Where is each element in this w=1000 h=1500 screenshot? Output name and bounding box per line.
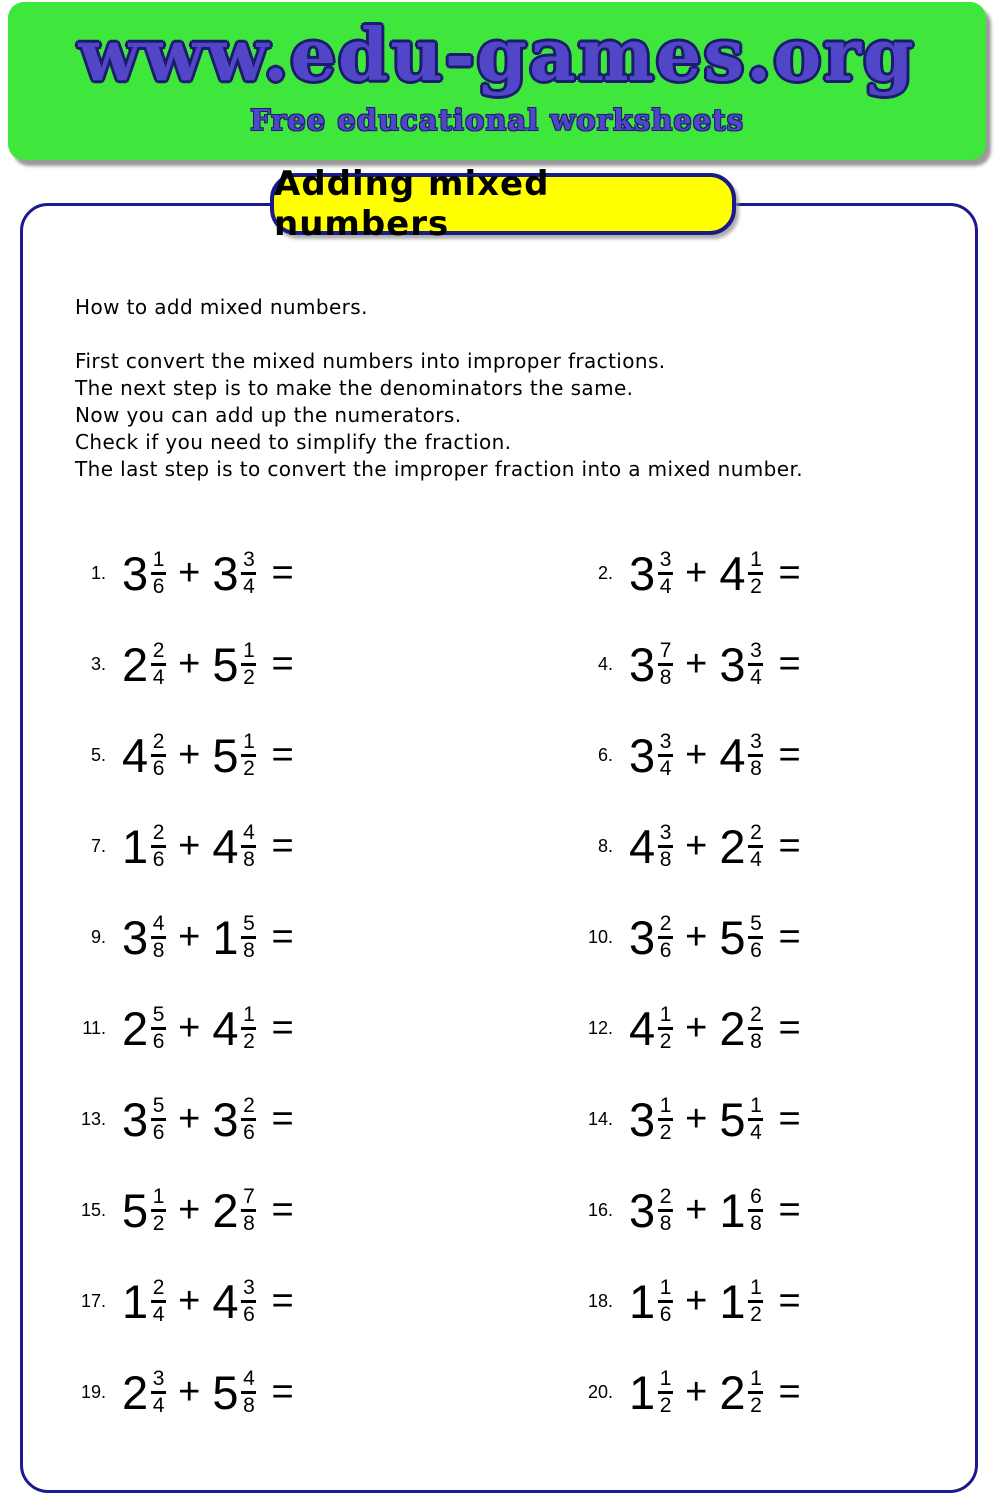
fraction-denominator: 4 [750, 665, 762, 689]
plus-sign: + [178, 1280, 201, 1322]
problem-number: 4. [597, 653, 613, 674]
fraction-denominator: 8 [152, 938, 165, 962]
plus-sign: + [685, 643, 708, 685]
problem-number: 5. [90, 744, 106, 765]
fraction-numerator: 2 [750, 1002, 762, 1026]
problem-item [583, 1087, 975, 1151]
fraction [748, 547, 763, 598]
fraction-numerator: 1 [243, 729, 255, 753]
fraction-numerator: 5 [750, 911, 762, 935]
fraction [151, 729, 166, 780]
whole-number: 3 [122, 910, 149, 964]
fraction [241, 911, 256, 962]
plus-sign: + [178, 1007, 201, 1049]
whole-number: 2 [212, 1183, 239, 1237]
mixed-number-first [122, 910, 166, 964]
mixed-number-second [212, 728, 256, 782]
plus-sign: + [178, 916, 201, 958]
mixed-number-second [212, 819, 256, 873]
whole-number: 5 [719, 910, 746, 964]
problem-number: 17. [80, 1290, 106, 1311]
whole-number: 1 [122, 1274, 149, 1328]
plus-sign: + [685, 1371, 708, 1413]
mixed-number-second [212, 1183, 256, 1237]
fraction-denominator: 6 [659, 938, 672, 962]
whole-number: 3 [212, 546, 239, 600]
problem-item [583, 996, 975, 1060]
plus-sign: + [685, 916, 708, 958]
fraction [151, 820, 166, 871]
mixed-number-first [629, 1092, 673, 1146]
instructions [75, 294, 945, 483]
problem-number: 11. [82, 1017, 106, 1038]
fraction-numerator: 2 [750, 820, 762, 844]
fraction-denominator: 2 [659, 1029, 672, 1053]
whole-number: 5 [212, 637, 239, 691]
mixed-number-second [212, 637, 256, 691]
mixed-number-second [719, 910, 763, 964]
plus-sign: + [178, 643, 201, 685]
equals-sign: = [778, 643, 801, 685]
problem-number: 8. [597, 835, 613, 856]
fraction-denominator: 8 [750, 756, 762, 780]
fraction-denominator: 8 [750, 1029, 762, 1053]
plus-sign: + [685, 825, 708, 867]
problem-item [76, 1360, 499, 1424]
equals-sign: = [271, 1189, 294, 1231]
whole-number: 2 [122, 637, 149, 691]
fraction [151, 1275, 166, 1326]
whole-number: 3 [629, 910, 656, 964]
mixed-number-first [629, 546, 673, 600]
fraction [151, 1366, 166, 1417]
mixed-number-first [122, 637, 166, 691]
equals-sign: = [271, 1098, 294, 1140]
whole-number: 4 [629, 1001, 656, 1055]
fraction [658, 1366, 673, 1417]
fraction-numerator: 3 [750, 638, 762, 662]
fraction-denominator: 4 [152, 1302, 165, 1326]
mixed-number-second [719, 819, 763, 873]
fraction [151, 1093, 166, 1144]
fraction-denominator: 8 [659, 847, 672, 871]
mixed-number-first [122, 1001, 166, 1055]
whole-number: 5 [212, 1365, 239, 1419]
whole-number: 2 [122, 1365, 149, 1419]
problem-item [583, 905, 975, 969]
equals-sign: = [271, 734, 294, 776]
problem-item [583, 632, 975, 696]
fraction-denominator: 8 [243, 938, 255, 962]
fraction-numerator: 6 [750, 1184, 762, 1208]
fraction [658, 1184, 673, 1235]
plus-sign: + [178, 825, 201, 867]
fraction-denominator: 8 [243, 1211, 255, 1235]
fraction [151, 1002, 166, 1053]
fraction-denominator: 4 [243, 574, 255, 598]
fraction-denominator: 6 [659, 1302, 672, 1326]
mixed-number-second [719, 637, 763, 691]
fraction-denominator: 4 [659, 574, 672, 598]
problem-item [76, 996, 499, 1060]
whole-number: 4 [719, 728, 746, 782]
mixed-number-first [122, 1092, 166, 1146]
problem-number: 10. [587, 926, 613, 947]
fraction [241, 820, 256, 871]
equals-sign: = [271, 916, 294, 958]
whole-number: 5 [719, 1092, 746, 1146]
site-logo-text: www.edu-games.org [78, 12, 916, 97]
problem-number: 18. [587, 1290, 613, 1311]
plus-sign: + [685, 1098, 708, 1140]
mixed-number-first [629, 728, 673, 782]
mixed-number-first [122, 1365, 166, 1419]
fraction-denominator: 4 [152, 1393, 165, 1417]
fraction-numerator: 1 [750, 1275, 762, 1299]
whole-number: 1 [719, 1183, 746, 1237]
mixed-number-second [719, 1274, 763, 1328]
whole-number: 3 [719, 637, 746, 691]
problem-item [583, 541, 975, 605]
fraction-denominator: 6 [750, 938, 762, 962]
whole-number: 4 [212, 1001, 239, 1055]
fraction-numerator: 3 [152, 1366, 165, 1390]
whole-number: 5 [122, 1183, 149, 1237]
worksheet-box [20, 164, 978, 1493]
fraction [748, 729, 763, 780]
whole-number: 1 [212, 910, 239, 964]
whole-number: 2 [719, 819, 746, 873]
site-tagline: Free educational worksheets [249, 103, 745, 137]
fraction-numerator: 4 [243, 1366, 255, 1390]
equals-sign: = [778, 552, 801, 594]
plus-sign: + [178, 1098, 201, 1140]
fraction [658, 911, 673, 962]
fraction [241, 1184, 256, 1235]
equals-sign: = [778, 1189, 801, 1231]
problem-number: 13. [80, 1108, 106, 1129]
fraction [748, 820, 763, 871]
fraction-numerator: 1 [750, 547, 762, 571]
fraction-numerator: 3 [659, 547, 672, 571]
equals-sign: = [778, 825, 801, 867]
problem-item [76, 632, 499, 696]
instruction-step: The last step is to convert the improper fraction into a mixed number. [75, 457, 804, 481]
mixed-number-first [122, 819, 166, 873]
fraction-denominator: 2 [243, 756, 255, 780]
whole-number: 3 [122, 1092, 149, 1146]
fraction [151, 547, 166, 598]
problem-number: 1. [90, 562, 106, 583]
fraction [241, 1002, 256, 1053]
fraction-numerator: 2 [659, 1184, 672, 1208]
instruction-step: The next step is to make the denominators the same. [75, 376, 634, 400]
problem-item [76, 1269, 499, 1333]
mixed-number-first [122, 546, 166, 600]
fraction-numerator: 7 [659, 638, 672, 662]
mixed-number-first [629, 1001, 673, 1055]
whole-number: 4 [629, 819, 656, 873]
mixed-number-second [719, 546, 763, 600]
problem-item [583, 723, 975, 787]
fraction-numerator: 1 [750, 1366, 762, 1390]
whole-number: 3 [629, 637, 656, 691]
plus-sign: + [178, 552, 201, 594]
problem-item [583, 1178, 975, 1242]
fraction-denominator: 2 [750, 574, 762, 598]
fraction-denominator: 8 [243, 847, 255, 871]
problem-number: 6. [597, 744, 613, 765]
equals-sign: = [271, 552, 294, 594]
mixed-number-first [122, 728, 166, 782]
problem-item [76, 1178, 499, 1242]
fraction-numerator: 3 [659, 729, 672, 753]
fraction-numerator: 1 [152, 1184, 165, 1208]
fraction [241, 638, 256, 689]
fraction-numerator: 4 [243, 820, 255, 844]
equals-sign: = [778, 1371, 801, 1413]
problem-number: 14. [587, 1108, 613, 1129]
fraction-numerator: 3 [243, 1275, 255, 1299]
problem-number: 9. [90, 926, 106, 947]
fraction-numerator: 3 [659, 820, 672, 844]
fraction-denominator: 2 [152, 1211, 165, 1235]
whole-number: 1 [629, 1365, 656, 1419]
mixed-number-second [719, 728, 763, 782]
fraction [658, 638, 673, 689]
fraction-denominator: 2 [750, 1302, 762, 1326]
fraction-numerator: 5 [152, 1093, 165, 1117]
problem-number: 7. [90, 835, 106, 856]
worksheet-title-pill [270, 164, 736, 244]
whole-number: 1 [719, 1274, 746, 1328]
fraction-numerator: 1 [750, 1093, 762, 1117]
mixed-number-second [719, 1365, 763, 1419]
fraction-denominator: 2 [659, 1393, 672, 1417]
mixed-number-second [719, 1001, 763, 1055]
fraction [241, 1275, 256, 1326]
equals-sign: = [778, 1007, 801, 1049]
whole-number: 3 [629, 546, 656, 600]
fraction-denominator: 4 [659, 756, 672, 780]
fraction [151, 638, 166, 689]
mixed-number-second [212, 1365, 256, 1419]
fraction [241, 729, 256, 780]
fraction-denominator: 6 [243, 1302, 255, 1326]
fraction-denominator: 8 [659, 665, 672, 689]
problem-number: 16. [587, 1199, 613, 1220]
fraction-denominator: 2 [750, 1393, 762, 1417]
whole-number: 4 [719, 546, 746, 600]
plus-sign: + [178, 1189, 201, 1231]
fraction [658, 729, 673, 780]
fraction-denominator: 2 [243, 1029, 255, 1053]
whole-number: 3 [212, 1092, 239, 1146]
problem-number: 12. [587, 1017, 613, 1038]
fraction [658, 1002, 673, 1053]
equals-sign: = [271, 825, 294, 867]
mixed-number-first [122, 1274, 166, 1328]
whole-number: 2 [719, 1001, 746, 1055]
whole-number: 2 [122, 1001, 149, 1055]
problem-item [76, 905, 499, 969]
equals-sign: = [271, 1280, 294, 1322]
fraction [658, 820, 673, 871]
mixed-number-second [212, 546, 256, 600]
problem-number: 3. [90, 653, 106, 674]
equals-sign: = [271, 643, 294, 685]
mixed-number-first [629, 1183, 673, 1237]
fraction [658, 547, 673, 598]
fraction-denominator: 8 [243, 1393, 255, 1417]
fraction-numerator: 1 [659, 1002, 672, 1026]
instructions-spacer [75, 321, 945, 348]
whole-number: 4 [212, 819, 239, 873]
mixed-number-first [629, 910, 673, 964]
problem-item [76, 723, 499, 787]
whole-number: 3 [629, 1092, 656, 1146]
whole-number: 1 [629, 1274, 656, 1328]
fraction-denominator: 6 [152, 847, 165, 871]
fraction-denominator: 2 [243, 665, 255, 689]
plus-sign: + [685, 1007, 708, 1049]
problem-item [583, 1269, 975, 1333]
mixed-number-first [629, 637, 673, 691]
fraction-denominator: 8 [659, 1211, 672, 1235]
mixed-number-first [629, 1365, 673, 1419]
problems-grid [23, 541, 975, 1424]
fraction-numerator: 1 [659, 1366, 672, 1390]
fraction-numerator: 1 [152, 547, 165, 571]
fraction [748, 1275, 763, 1326]
problem-number: 20. [587, 1381, 613, 1402]
instructions-intro: How to add mixed numbers. [75, 295, 368, 319]
fraction [658, 1093, 673, 1144]
problem-number: 19. [80, 1381, 106, 1402]
equals-sign: = [271, 1007, 294, 1049]
fraction [748, 638, 763, 689]
mixed-number-first [629, 1274, 673, 1328]
fraction-denominator: 6 [243, 1120, 255, 1144]
mixed-number-second [212, 1274, 256, 1328]
fraction-numerator: 2 [152, 1275, 165, 1299]
fraction-numerator: 5 [152, 1002, 165, 1026]
problem-item [76, 1087, 499, 1151]
fraction-numerator: 7 [243, 1184, 255, 1208]
fraction-numerator: 2 [152, 820, 165, 844]
plus-sign: + [685, 1189, 708, 1231]
whole-number: 5 [212, 728, 239, 782]
whole-number: 4 [122, 728, 149, 782]
fraction-denominator: 6 [152, 1120, 165, 1144]
whole-number: 3 [122, 546, 149, 600]
mixed-number-second [212, 1092, 256, 1146]
fraction-numerator: 2 [152, 729, 165, 753]
mixed-number-second [212, 1001, 256, 1055]
fraction [241, 1093, 256, 1144]
fraction-numerator: 2 [152, 638, 165, 662]
site-banner [8, 2, 986, 160]
fraction [151, 911, 166, 962]
fraction [658, 1275, 673, 1326]
fraction [748, 1002, 763, 1053]
problem-item [76, 814, 499, 878]
fraction [748, 1184, 763, 1235]
plus-sign: + [685, 1280, 708, 1322]
fraction-numerator: 1 [659, 1275, 672, 1299]
equals-sign: = [778, 1280, 801, 1322]
fraction-denominator: 6 [152, 574, 165, 598]
instruction-step: Check if you need to simplify the fraction. [75, 430, 512, 454]
fraction-numerator: 4 [152, 911, 165, 935]
fraction [748, 911, 763, 962]
fraction [241, 547, 256, 598]
fraction [151, 1184, 166, 1235]
equals-sign: = [271, 1371, 294, 1413]
fraction-denominator: 4 [152, 665, 165, 689]
whole-number: 2 [719, 1365, 746, 1419]
whole-number: 3 [629, 728, 656, 782]
problem-item [583, 814, 975, 878]
fraction [748, 1093, 763, 1144]
whole-number: 4 [212, 1274, 239, 1328]
equals-sign: = [778, 734, 801, 776]
instruction-step: Now you can add up the numerators. [75, 403, 462, 427]
mixed-number-second [719, 1183, 763, 1237]
fraction-denominator: 4 [750, 1120, 762, 1144]
instruction-step: First convert the mixed numbers into improper fractions. [75, 349, 666, 373]
fraction-numerator: 1 [243, 638, 255, 662]
whole-number: 3 [629, 1183, 656, 1237]
fraction-numerator: 1 [659, 1093, 672, 1117]
fraction-numerator: 3 [243, 547, 255, 571]
fraction [748, 1366, 763, 1417]
fraction-denominator: 4 [750, 847, 762, 871]
mixed-number-second [719, 1092, 763, 1146]
fraction-numerator: 3 [750, 729, 762, 753]
equals-sign: = [778, 916, 801, 958]
plus-sign: + [685, 734, 708, 776]
whole-number: 1 [122, 819, 149, 873]
equals-sign: = [778, 1098, 801, 1140]
fraction-denominator: 8 [750, 1211, 762, 1235]
fraction-numerator: 5 [243, 911, 255, 935]
plus-sign: + [178, 734, 201, 776]
problem-item [583, 1360, 975, 1424]
mixed-number-first [629, 819, 673, 873]
fraction-numerator: 1 [243, 1002, 255, 1026]
fraction-denominator: 2 [659, 1120, 672, 1144]
fraction-denominator: 6 [152, 756, 165, 780]
fraction [241, 1366, 256, 1417]
plus-sign: + [178, 1371, 201, 1413]
problem-number: 2. [597, 562, 613, 583]
mixed-number-first [122, 1183, 166, 1237]
worksheet-title: Adding mixed numbers [274, 164, 550, 244]
fraction-denominator: 6 [152, 1029, 165, 1053]
fraction-numerator: 2 [659, 911, 672, 935]
problem-number: 15. [80, 1199, 106, 1220]
mixed-number-second [212, 910, 256, 964]
fraction-numerator: 2 [243, 1093, 255, 1117]
plus-sign: + [685, 552, 708, 594]
problem-item [76, 541, 499, 605]
